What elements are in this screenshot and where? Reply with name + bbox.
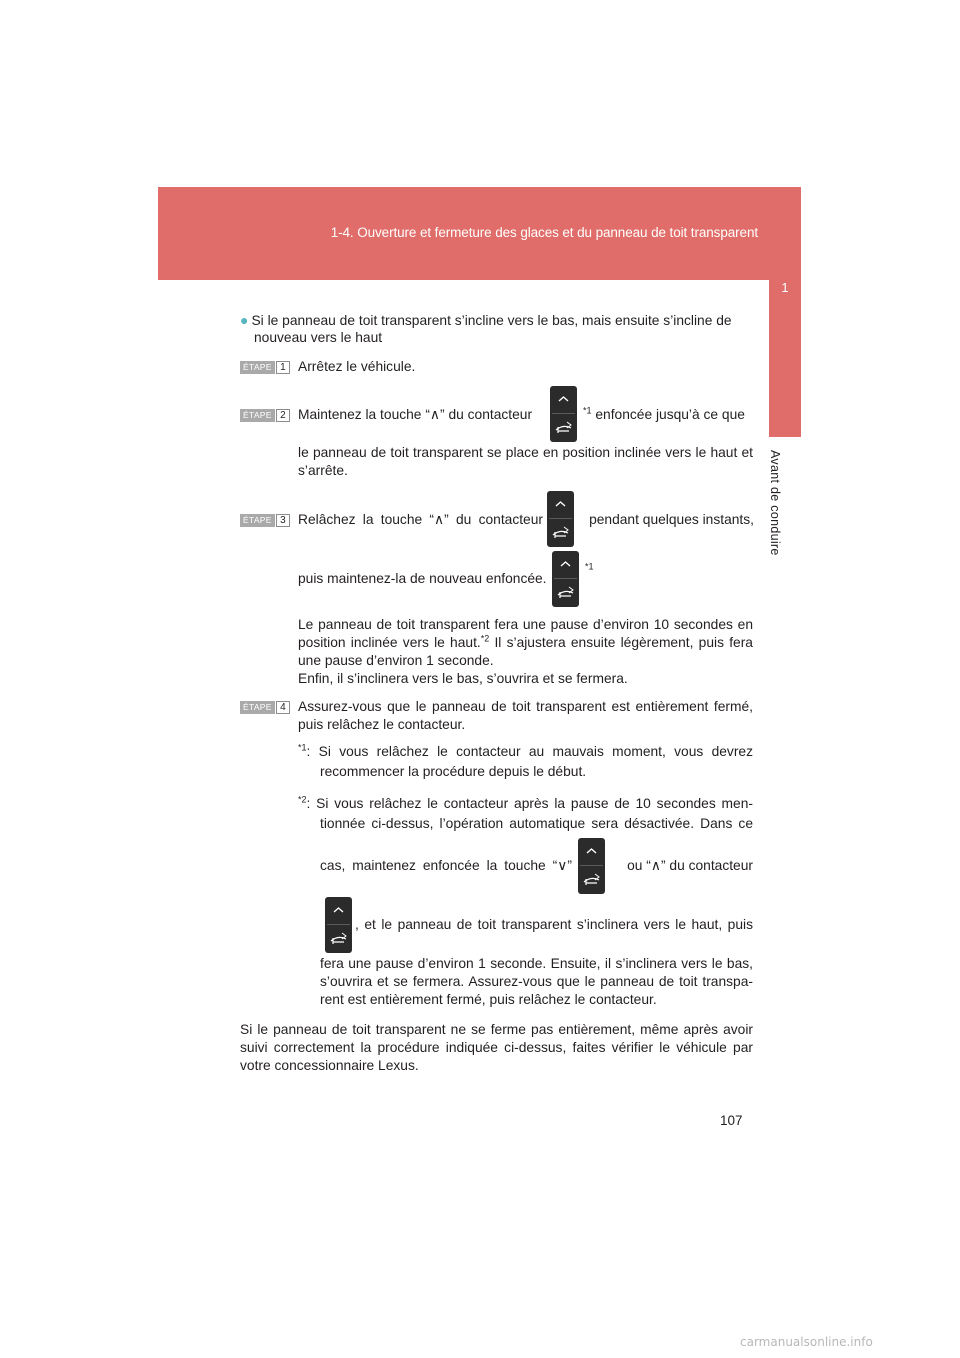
note-2-line-4: , et le panneau de toit transparent s’inclinera vers le haut, puis (355, 917, 753, 932)
watermark: carmanualsonline.info (740, 1335, 873, 1349)
step-3-line-5: une pause d’environ 1 seconde. (298, 653, 494, 668)
note-2-line-3a: cas, maintenez enfoncée la touche “∨” (320, 858, 572, 873)
section-title: 1-4. Ouverture et fermeture des glaces et du panneau de toit transparent (330, 225, 758, 240)
note-2-line-3b: ou “∧” du contacteur (627, 858, 753, 873)
step-3-line-3: Le panneau de toit transparent fera une pause d’environ 10 secondes en (298, 617, 753, 632)
note-2-line-5: fera une pause d’environ 1 seconde. Ensuite, il s’inclinera vers le bas, (320, 956, 753, 971)
step-4-line-2: puis relâchez le contacteur. (298, 717, 466, 732)
step-2-line-2: le panneau de toit transparent se place en position inclinée vers le haut et (298, 445, 753, 460)
step-badge-3: ÉTAPE 3 (240, 514, 290, 527)
step-3-line-2: puis maintenez-la de nouveau enfoncée. (298, 571, 547, 586)
note-1-line-1: $^{*1}$: Si vous relâchez le contacteur au mauvais moment, vous devrez (298, 742, 753, 759)
step-3-line-1b: pendant quelques instants, (589, 512, 754, 527)
moonroof-switch-icon (552, 551, 579, 607)
note-1-line-2: recommencer la procédure depuis le début. (320, 764, 587, 779)
closing-line-2: suivi correctement la procédure indiquée ci-dessus, faites vérifier le véhicule par (240, 1040, 753, 1055)
step-3-sup: *1 (585, 561, 594, 572)
moonroof-switch-icon (578, 838, 605, 894)
step-3-line-6: Enfin, il s’inclinera vers le bas, s’ouvrira et se fermera. (298, 671, 628, 686)
step-badge-1: ÉTAPE 1 (240, 361, 290, 374)
step-4-line-1: Assurez-vous que le panneau de toit transparent est entièrement fermé, (298, 699, 753, 714)
closing-line-3: votre concessionnaire Lexus. (240, 1058, 419, 1073)
step-2-line-3: s’arrête. (298, 463, 348, 478)
intro-line-2: nouveau vers le haut (254, 330, 383, 345)
step-badge-2: ÉTAPE 2 (240, 409, 290, 422)
note-2-line-1: $^{*2}$: Si vous relâchez le contacteur après la pause de 10 secondes men- (298, 794, 753, 811)
chapter-label-text: Avant de conduire (768, 450, 782, 556)
note-2-line-6: s’ouvrira et se fermera. Assurez-vous que le panneau de toit transpa- (320, 974, 753, 989)
note-2-line-7: rent est entièrement fermé, puis relâchez le contacteur. (320, 992, 657, 1007)
step-badge-4: ÉTAPE 4 (240, 701, 290, 714)
moonroof-switch-icon (325, 897, 352, 953)
closing-line-1: Si le panneau de toit transparent ne se ferme pas entièrement, même après avoir (240, 1022, 753, 1037)
intro-line-1: ● Si le panneau de toit transparent s’incline vers le bas, mais ensuite s’incline de (240, 312, 732, 328)
chapter-number: 1 (781, 280, 789, 295)
step-3-line-1a: Relâchez la touche “∧” du contacteur (298, 512, 544, 527)
moonroof-switch-icon (547, 491, 574, 547)
step-1-text: Arrêtez le véhicule. (298, 359, 416, 374)
step-2-line-1a: Maintenez la touche “∧” du contacteur (298, 407, 533, 422)
note-2-line-2: tionnée ci-dessus, l’opération automatique sera désactivée. Dans ce (320, 816, 753, 831)
step-2-line-1b: $^{*1}$ enfoncée jusqu’à ce que (583, 405, 745, 422)
moonroof-switch-icon (550, 386, 577, 442)
page-number: 107 (720, 1113, 743, 1128)
step-3-line-4: position inclinée vers le haut.$^{*2}$ Il s’ajustera ensuite légèrement, puis fera (298, 633, 753, 650)
bullet-icon: ● (240, 312, 249, 328)
